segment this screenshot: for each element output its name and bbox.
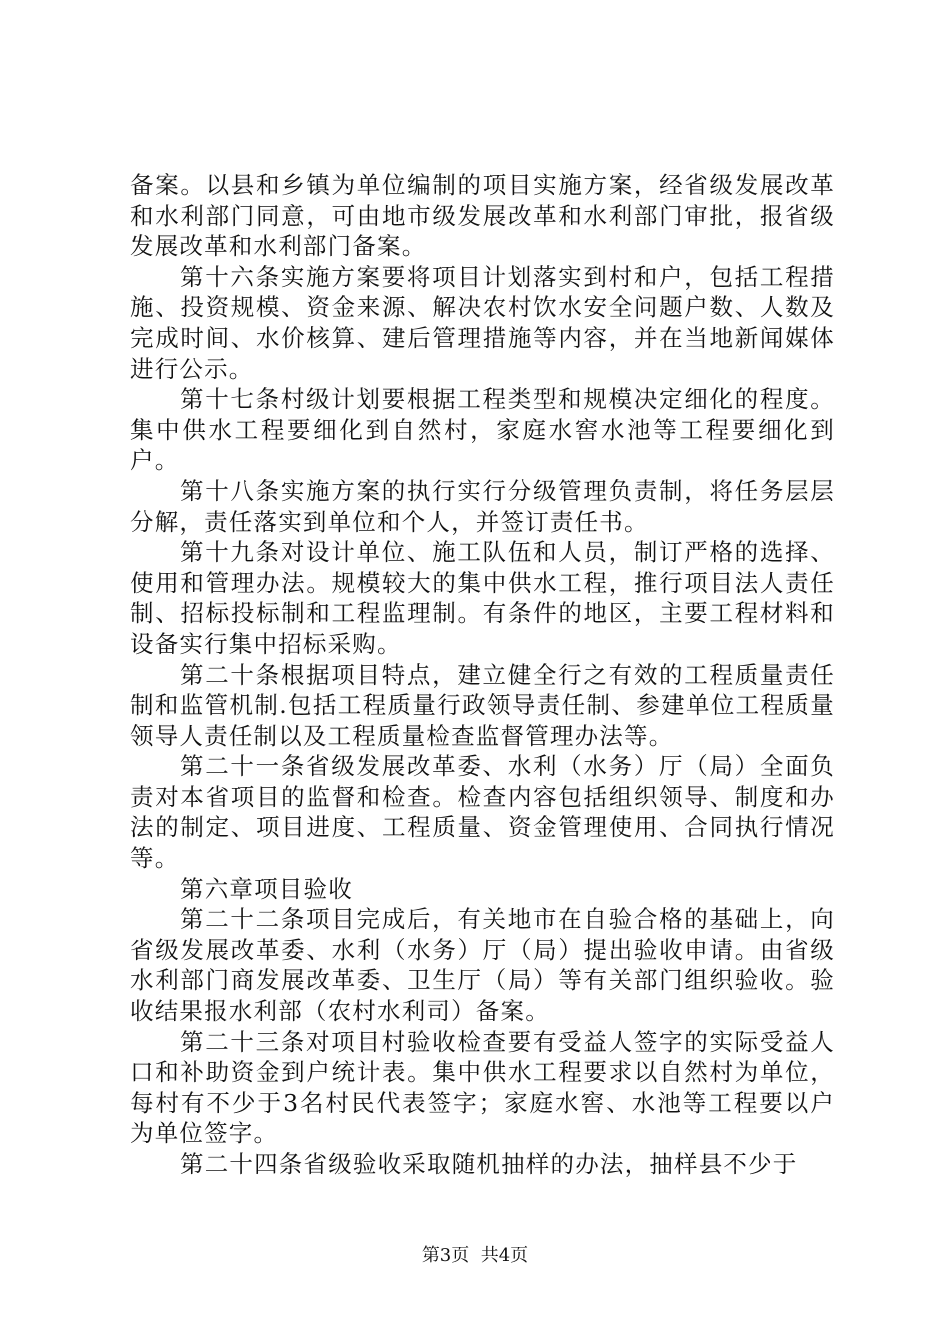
footer-separator	[469, 1245, 480, 1266]
paragraph-article-16: 第十六条实施方案要将项目计划落实到村和户，包括工程措施、投资规模、资金来源、解决农村饮水安全问题户数、人数及完成时间、水价核算、建后管理措施等内容，并在当地新闻媒体进行公示。	[130, 262, 835, 383]
page-number: 第3页	[421, 1245, 470, 1266]
paragraph-article-18: 第十八条实施方案的执行实行分级管理负责制，将任务层层分解，责任落实到单位和个人，并签订责任书。	[130, 476, 835, 536]
paragraph-article-17: 第十七条村级计划要根据工程类型和规模决定细化的程度。集中供水工程要细化到自然村，家庭水窖水池等工程要细化到户。	[130, 385, 835, 475]
paragraph-article-23: 第二十三条对项目村验收检查要有受益人签字的实际受益人口和补助资金到户统计表。集中供水工程要求以自然村为单位，每村有不少于3名村民代表签字；家庭水窖、水池等工程要以户为单位签字。	[130, 1027, 835, 1148]
chapter-heading: 第六章项目验收	[180, 874, 353, 903]
paragraph-article-20: 第二十条根据项目特点，建立健全行之有效的工程质量责任制和监管机制.包括工程质量行政领导责任制、参建单位工程质量领导人责任制以及工程质量检查监督管理办法等。	[130, 660, 835, 750]
paragraph-article-21: 第二十一条省级发展改革委、水利（水务）厅（局）全面负责对本省项目的监督和检查。检查内容包括组织领导、制度和办法的制定、项目进度、工程质量、资金管理使用、合同执行情况等。	[130, 752, 835, 873]
page-total: 共4页	[480, 1245, 529, 1266]
paragraph-article-22: 第二十二条项目完成后，有关地市在自验合格的基础上，向省级发展改革委、水利（水务）厅（局）提出验收申请。由省级水利部门商发展改革委、卫生厅（局）等有关部门组织验收。验收结果报水利部（农村水利司）备案。	[130, 905, 835, 1026]
paragraph-1: 备案。以县和乡镇为单位编制的项目实施方案，经省级发展改革和水利部门同意，可由地市级发展改革和水利部门审批，报省级发展改革和水利部门备案。	[130, 171, 835, 261]
paragraph-article-24: 第二十四条省级验收采取随机抽样的办法，抽样县不少于	[180, 1150, 798, 1178]
paragraph-article-19: 第十九条对设计单位、施工队伍和人员，制订严格的选择、使用和管理办法。规模较大的集中供水工程，推行项目法人责任制、招标投标制和工程监理制。有条件的地区，主要工程材料和设备实行集中招标采购。	[130, 538, 835, 658]
document-body	[130, 170, 835, 1180]
page-footer	[0, 1245, 950, 1267]
